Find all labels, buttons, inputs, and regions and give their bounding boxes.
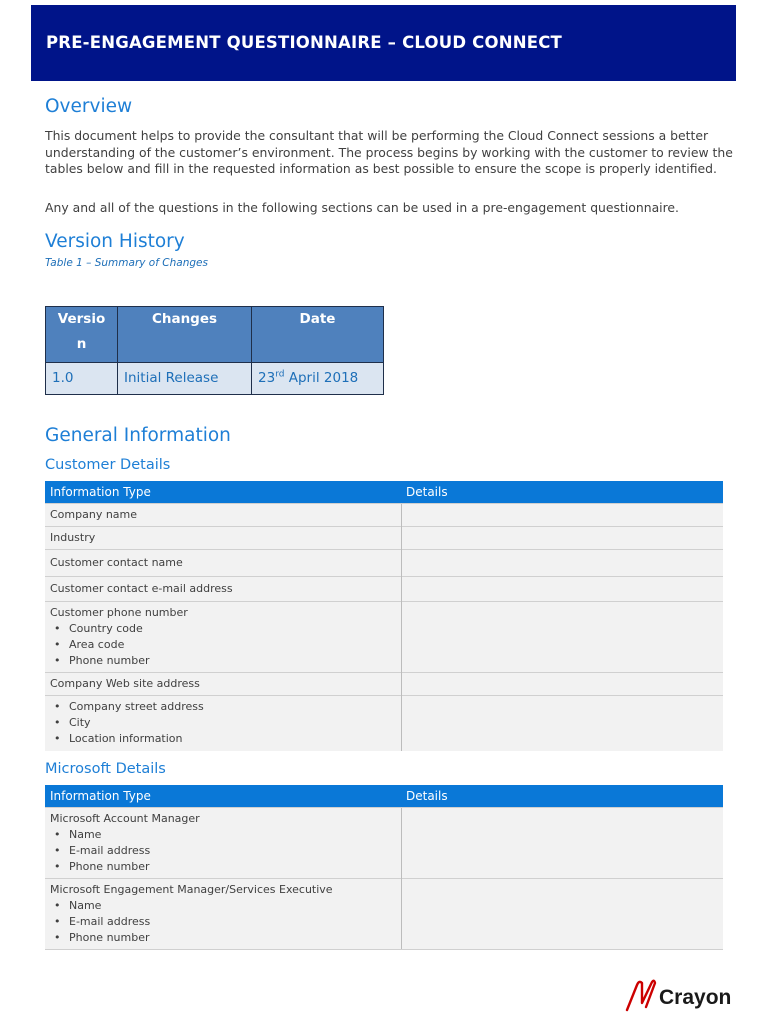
list-item: • Phone number [69,653,396,669]
row-label: Customer phone number [50,606,188,619]
crayon-logo-mark [627,981,655,1010]
bullet-list [50,827,396,875]
date-rest: April 2018 [284,370,359,386]
microsoft-details-table [45,785,723,950]
microsoft-table-header-row [45,785,723,808]
bullet-list [50,621,396,669]
list-item: • E-mail address [69,914,396,930]
list-item: • Company street address [69,699,396,715]
row-label: Company Web site address [45,673,401,696]
row-list [45,696,401,752]
version-header-part2: n [76,336,87,352]
list-item: • Phone number [69,930,396,946]
list-item: • Location information [69,731,396,747]
version-header-part1: Versio [57,311,106,327]
version-column-header [46,307,118,363]
details-cell[interactable] [401,602,723,673]
row-label: Industry [45,527,401,550]
list-item: • E-mail address [69,843,396,859]
information-type-header: Information Type [45,785,401,808]
table-row [45,696,723,752]
document-title: PRE-ENGAGEMENT QUESTIONNAIRE – CLOUD CONNECT [46,33,562,52]
details-cell[interactable] [401,879,723,950]
details-cell[interactable] [401,696,723,752]
crayon-logo [624,977,732,1013]
details-cell[interactable] [401,808,723,879]
customer-details-table [45,481,723,751]
customer-details-heading: Customer Details [45,457,171,473]
information-type-header: Information Type [45,481,401,504]
table-row [45,504,723,527]
list-item: • Country code [69,621,396,637]
details-cell[interactable] [401,527,723,550]
table-row [45,879,723,950]
table-row [45,808,723,879]
overview-paragraph-1: This document helps to provide the consultant that will be performing the Cloud Connect sessions a better understanding of the customer’s environment. The process begins by working with the customer to review the tables below and fill in the requested information as best possible to ensure the scope is properly identified. [45,128,733,176]
details-cell[interactable] [401,577,723,602]
list-item: • Phone number [69,859,396,875]
general-information-heading: General Information [45,425,231,446]
details-cell[interactable] [401,504,723,527]
date-column-header: Date [252,307,384,363]
details-header: Details [401,785,723,808]
row-label-with-list [45,602,401,673]
overview-paragraph-2: Any and all of the questions in the following sections can be used in a pre-engagement questionnaire. [45,200,679,215]
overview-heading: Overview [45,96,133,117]
version-table-header-row [46,307,384,363]
version-table-row [46,363,384,395]
header-band [31,5,736,81]
table-row [45,550,723,577]
row-label: Microsoft Account Manager [50,812,200,825]
version-cell: 1.0 [46,363,118,395]
row-label-with-list [45,808,401,879]
table-row [45,577,723,602]
version-history-heading: Version History [45,231,185,252]
list-item: • Name [69,827,396,843]
row-label: Company name [45,504,401,527]
bullet-list [50,898,396,946]
details-cell[interactable] [401,550,723,577]
list-item: • Area code [69,637,396,653]
list-item: • City [69,715,396,731]
table-row [45,602,723,673]
date-cell [252,363,384,395]
table-row [45,527,723,550]
version-history-table [45,306,384,395]
details-header: Details [401,481,723,504]
changes-cell: Initial Release [118,363,252,395]
crayon-logo-text: Crayon [659,986,732,1009]
bullet-list [50,699,396,747]
table-caption: Table 1 – Summary of Changes [45,257,208,269]
row-label: Customer contact e-mail address [45,577,401,602]
customer-table-header-row [45,481,723,504]
changes-column-header: Changes [118,307,252,363]
row-label: Customer contact name [45,550,401,577]
microsoft-details-heading: Microsoft Details [45,761,166,777]
table-row [45,673,723,696]
row-label-with-list [45,879,401,950]
row-label: Microsoft Engagement Manager/Services Executive [50,883,333,896]
details-cell[interactable] [401,673,723,696]
date-day: 23 [258,370,276,386]
date-suffix: rd [275,369,285,380]
list-item: • Name [69,898,396,914]
